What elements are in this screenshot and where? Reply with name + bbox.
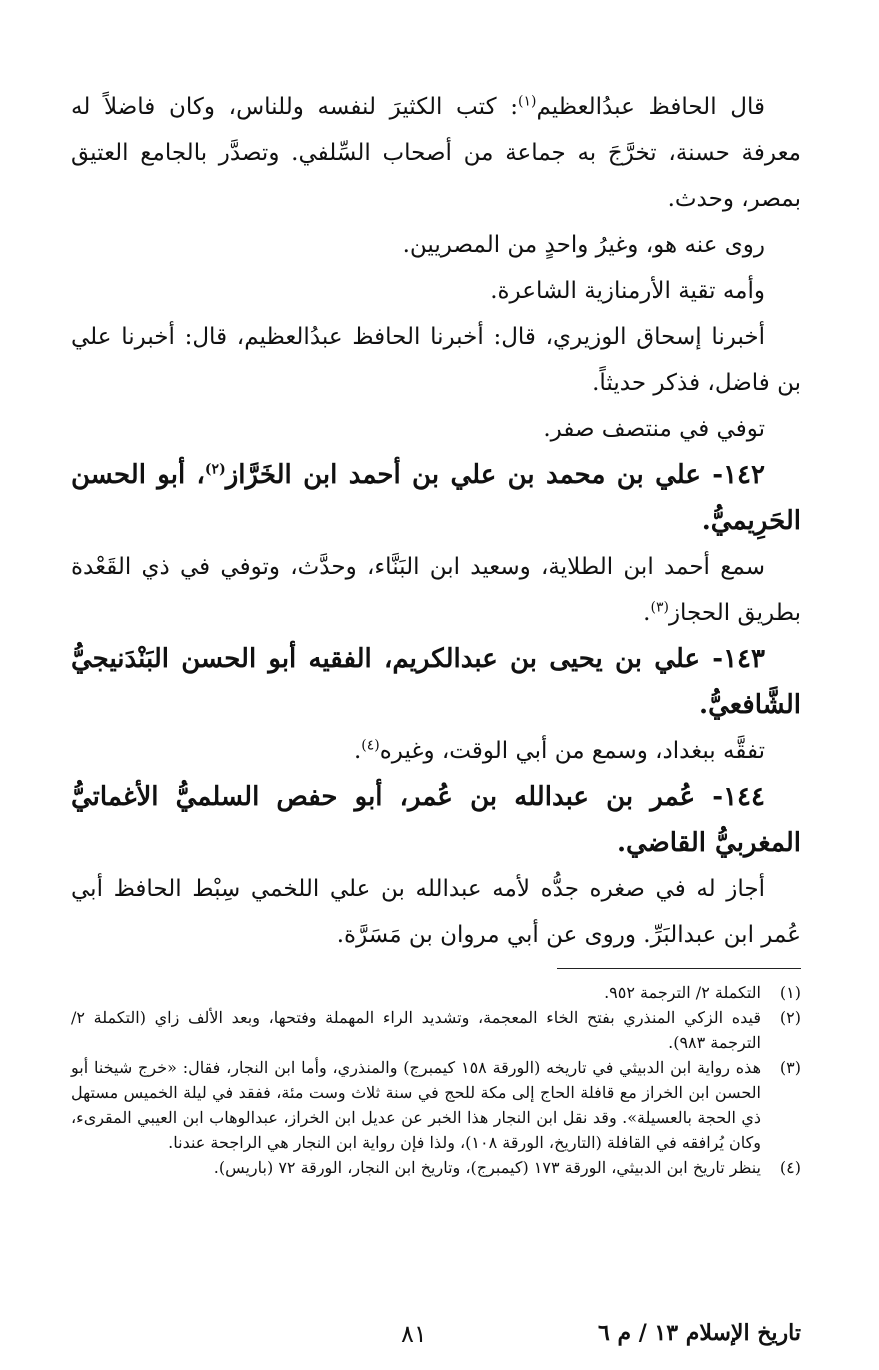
paragraph-text: قال الحافظ عبدُالعظيم bbox=[536, 94, 765, 120]
entry-number: ١٤٢- bbox=[712, 460, 765, 490]
footnote bbox=[71, 1055, 801, 1155]
footnote-divider bbox=[557, 968, 801, 969]
main-text bbox=[71, 84, 801, 958]
footnote bbox=[71, 1155, 801, 1180]
paragraph-text: . bbox=[643, 600, 651, 626]
footnote-number: (١) bbox=[779, 983, 801, 1002]
paragraph-entry-142 bbox=[71, 544, 801, 636]
entry-name: عُمر بن عبدالله بن عُمر، أبو حفص السلميُّ الأغماتيُّ المغربيُّ القاضي. bbox=[71, 782, 801, 858]
footnote bbox=[71, 1005, 801, 1055]
paragraph-text: تفقَّه ببغداد، وسمع من أبي الوقت، وغيره bbox=[379, 738, 765, 764]
paragraph-mother: وأمه تقية الأرمنازية الشاعرة. bbox=[490, 278, 765, 304]
entry-heading-144 bbox=[71, 774, 801, 866]
page-number: ٨١ bbox=[401, 1320, 427, 1348]
paragraph-entry-143 bbox=[71, 728, 801, 774]
footnote-ref-2: (٢) bbox=[204, 461, 226, 478]
footnote-number: (٣) bbox=[779, 1058, 801, 1077]
paragraph-text: . bbox=[353, 738, 362, 764]
entry-number: ١٤٣- bbox=[712, 644, 765, 674]
footnote-ref-3: (٣) bbox=[650, 599, 669, 616]
footnotes bbox=[71, 980, 801, 1180]
entry-heading-142 bbox=[71, 452, 801, 544]
entry-name-rest: ، أبو الحسن الحَرِيميُّ. bbox=[71, 460, 801, 536]
footnote-text: ينظر تاريخ ابن الدبيثي، الورقة ١٧٣ (كيمبرج)، وتاريخ ابن النجار، الورقة ٧٢ (باريس). bbox=[213, 1158, 761, 1177]
paragraph-entry-144: أجاز له في صغره جدُّه لأمه عبدالله بن علي اللخمي سِبْط الحافظ أبي عُمر ابن عبدالبَرِّ. وروى عن أبي مروان بن مَسَرَّة. bbox=[71, 876, 801, 948]
running-title: تاريخ الإسلام ١٣ / م ٦ bbox=[597, 1320, 801, 1346]
footnote-text: التكملة ٢/ الترجمة ٩٥٢. bbox=[604, 983, 761, 1002]
footnote-text: هذه رواية ابن الدبيثي في تاريخه (الورقة ١٥٨ كيمبرج) والمنذري، وأما ابن النجار، فقال: «خرج شيخنا أبو الحسن ابن الخراز مع قافلة الحاج إلى مكة للحج في سنة ثلاث وست مئة، ففقد في ليلة الخميس مستهل ذي الحجة بالعسيلة». وقد نقل ابن النجار هذا الخبر عن عديل ابن الخراز، عبدالوهاب ابن العيبي المقرىء، وكان يُرافقه في القافلة (التاريخ، الورقة ١٠٨)، ولذا فإن رواية ابن النجار هي الراجحة عندنا. bbox=[71, 1058, 762, 1152]
footnote-number: (٤) bbox=[779, 1158, 801, 1177]
paragraph-isnad: أخبرنا إسحاق الوزيري، قال: أخبرنا الحافظ عبدُالعظيم، قال: أخبرنا علي بن فاضل، فذكر حديثاً. bbox=[71, 324, 801, 396]
footnote bbox=[71, 980, 801, 1005]
footnote-ref-4: (٤) bbox=[361, 737, 380, 754]
footnote-text: قيده الزكي المنذري بفتح الخاء المعجمة، وتشديد الراء المهملة وفتحها، وبعد الألف زاي (التكملة ٢/ الترجمة ٩٨٣). bbox=[71, 1008, 761, 1052]
paragraph-hafiz bbox=[71, 84, 801, 222]
footnote-number: (٢) bbox=[779, 1008, 801, 1027]
footnote-ref-1: (١) bbox=[517, 93, 537, 110]
entry-number: ١٤٤- bbox=[712, 782, 765, 812]
entry-heading-143 bbox=[71, 636, 801, 728]
paragraph-narrators: روى عنه هو، وغيرُ واحدٍ من المصريين. bbox=[402, 232, 765, 258]
entry-name: علي بن محمد بن علي بن أحمد ابن الخَرَّاز bbox=[225, 460, 701, 490]
paragraph-text: : كتب الكثيرَ لنفسه وللناس، وكان فاضلاً له معرفة حسنة، تخرَّجَ به جماعة من أصحاب السِّلفي. وتصدَّر بالجامع العتيق بمصر، وحدث. bbox=[71, 94, 801, 212]
paragraph-text: سمع أحمد ابن الطلاية، وسعيد ابن البَنَّاء، وحدَّث، وتوفي في ذي القَعْدة بطريق الحجاز bbox=[71, 554, 801, 626]
entry-name: علي بن يحيى بن عبدالكريم، الفقيه أبو الحسن البَنْدَنيجيُّ الشَّافعيُّ. bbox=[71, 644, 801, 720]
page-footer bbox=[71, 1320, 801, 1360]
paragraph-death: توفي في منتصف صفر. bbox=[543, 416, 765, 442]
